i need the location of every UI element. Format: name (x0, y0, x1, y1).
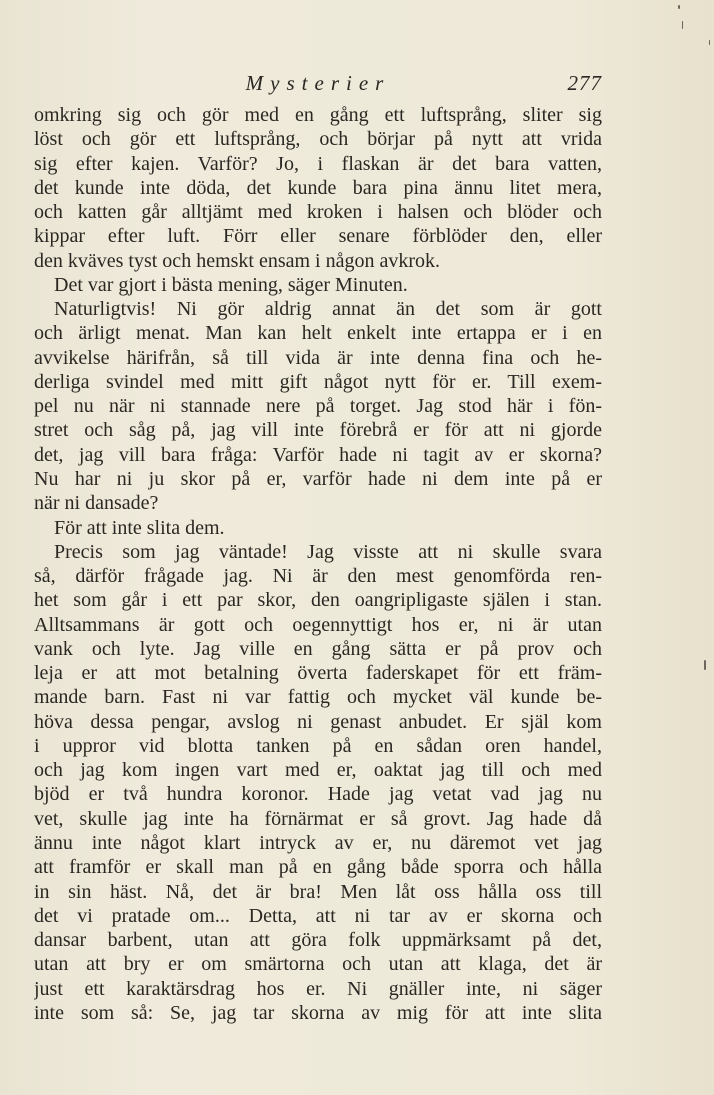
text-line: ännu inte något klart intryck av er, nu däremot vet jag (34, 831, 602, 854)
text-line: mande barn. Fast ni var fattig och mycket väl kunde be- (34, 686, 602, 709)
margin-speck (678, 5, 680, 9)
text-line: när ni dansade? (34, 492, 159, 515)
text-line: höva dessa pengar, avslog ni genast anbudet. Er själ kom (34, 710, 602, 733)
text-line: stret och såg på, jag vill inte förebrå er för att ni gjorde (34, 419, 602, 442)
text-line: vank och lyte. Jag ville en gång sätta er på prov och (34, 637, 602, 660)
margin-speck (704, 660, 706, 670)
text-line: För att inte slita dem. (54, 516, 225, 539)
text-line: Alltsammans är gott och oegennyttigt hos er, ni är utan (34, 613, 602, 636)
text-line: het som går i ett par skor, den oangripligaste själen i stan. (34, 589, 602, 612)
text-line: just ett karaktärsdrag hos er. Ni gnäller inte, ni säger (34, 977, 602, 1000)
body-text (34, 103, 602, 1025)
page-number: 277 (567, 71, 602, 95)
text-line: Nu har ni ju skor på er, varför hade ni dem inte på er (34, 467, 602, 490)
text-line: i uppror vid blotta tanken på en sådan oren handel, (34, 734, 602, 757)
text-line: Naturligtvis! Ni gör aldrig annat än det som är gott (54, 298, 602, 321)
text-line: avvikelse härifrån, så till vida är inte denna fina och he- (34, 346, 602, 369)
text-line: och katten går alltjämt med kroken i halsen och blöder och (34, 201, 602, 224)
text-line: Precis som jag väntade! Jag visste att ni skulle svara (54, 540, 602, 563)
text-line: pel nu när ni stannade nere på torget. Jag stod här i fön- (34, 395, 602, 418)
text-line: löst och gör ett luftsprång, och börjar på nytt att vrida (34, 128, 602, 151)
text-line: in sin häst. Nå, det är bra! Men låt oss hålla oss till (34, 880, 602, 903)
margin-speck (709, 40, 710, 45)
text-line: omkring sig och gör med en gång ett luftsprång, sliter sig (34, 104, 602, 126)
text-line: så, därför frågade jag. Ni är den mest genomförda ren- (34, 565, 602, 588)
text-line: vet, skulle jag inte ha förnärmat er så grovt. Jag hade då (34, 807, 602, 830)
text-line: det kunde inte döda, det kunde bara pina ännu litet mera, (34, 176, 602, 199)
text-line: kippar efter luft. Förr eller senare förblöder den, eller (34, 225, 602, 248)
text-line: dansar barbent, utan att göra folk uppmärksamt på det, (34, 929, 602, 952)
text-line: och jag kom ingen vart med er, oaktat jag till och med (34, 759, 602, 782)
text-line: det vi pratade om... Detta, att ni tar av er skorna och (34, 904, 602, 927)
text-line: derliga svindel med mitt gift något nytt för er. Till exem- (34, 370, 602, 393)
running-title: Mysterier (245, 71, 391, 95)
page-header (34, 68, 602, 98)
text-line: utan att bry er om smärtorna och utan att klaga, det är (34, 953, 602, 976)
text-line: den kväves tyst och hemskt ensam i någon avkrok. (34, 249, 441, 272)
text-line: Det var gjort i bästa mening, säger Minuten. (54, 273, 408, 296)
margin-speck (682, 21, 683, 29)
text-line: att framför er skall man på en gång både sporra och hålla (34, 856, 602, 879)
text-line: sig efter kajen. Varför? Jo, i flaskan är det bara vatten, (34, 152, 602, 175)
text-line: bjöd er två hundra koronor. Hade jag vetat vad jag nu (34, 783, 602, 806)
text-line: det, jag vill bara fråga: Varför hade ni tagit av er skorna? (34, 443, 602, 466)
text-line: och ärligt menat. Man kan helt enkelt inte ertappa er i en (34, 322, 602, 345)
text-line: leja er att mot betalning överta faderskapet för ett främ- (34, 662, 602, 685)
text-line: inte som så: Se, jag tar skorna av mig för att inte slita (34, 1001, 602, 1024)
